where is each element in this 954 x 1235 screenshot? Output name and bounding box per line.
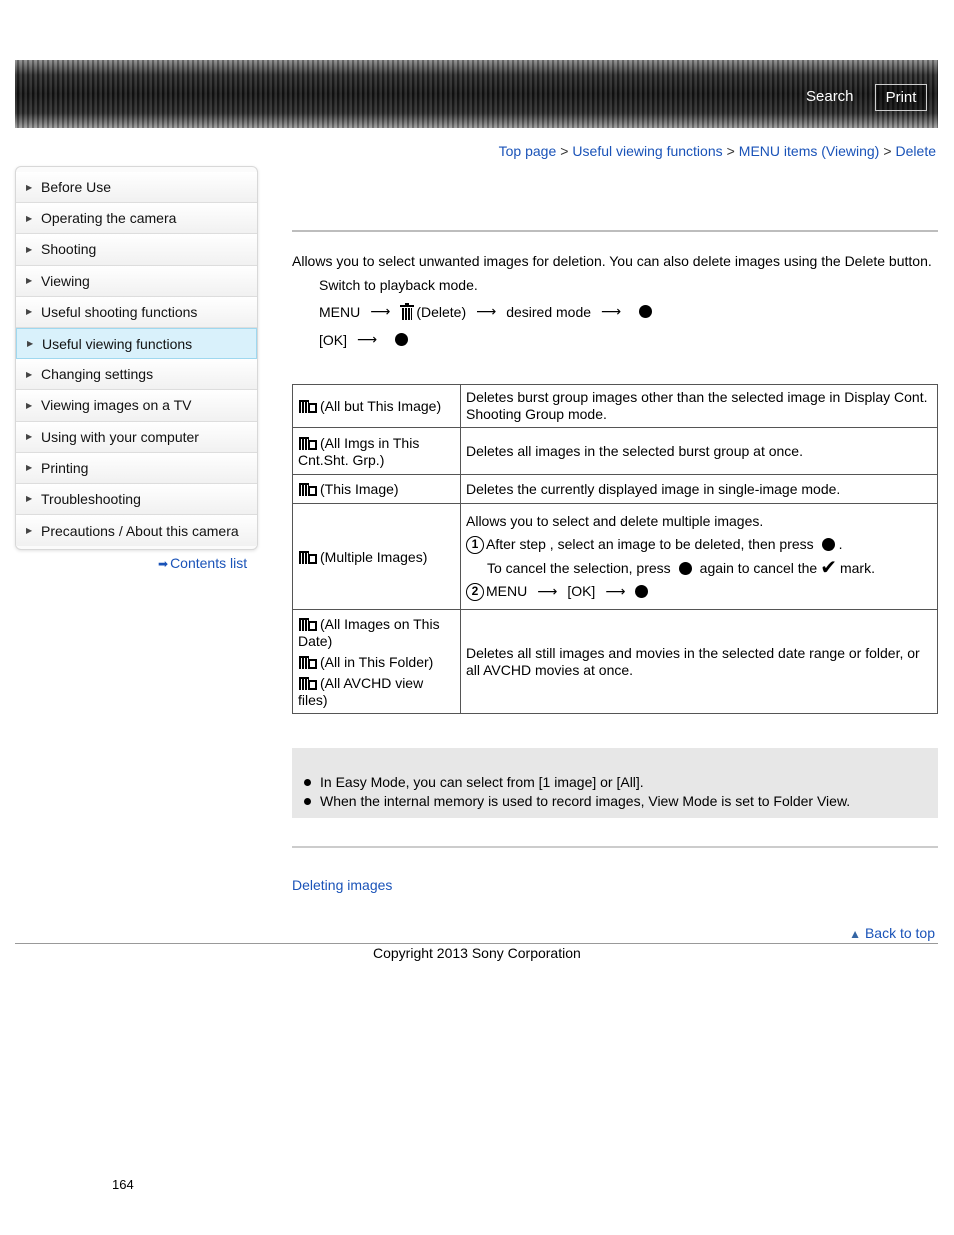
substep-1-text: After step , select an image to be deleted, then press bbox=[486, 536, 814, 552]
back-to-top-link[interactable] bbox=[849, 925, 935, 941]
breadcrumb-useful-viewing[interactable]: Useful viewing functions bbox=[572, 143, 723, 159]
delete-avchd-icon bbox=[298, 674, 318, 691]
center-button-icon bbox=[395, 333, 408, 346]
sidebar-item-precautions[interactable] bbox=[16, 515, 257, 546]
description-cell: Deletes all images in the selected burst group at once. bbox=[461, 428, 938, 475]
triangle-right-icon: ▶ bbox=[26, 432, 33, 442]
mode-label: (All in This Folder) bbox=[320, 653, 434, 670]
mode-cell bbox=[293, 504, 461, 610]
sidebar-item-label: Using with your computer bbox=[41, 428, 199, 445]
breadcrumb-separator: > bbox=[560, 143, 569, 159]
description-cell: Deletes the currently displayed image in single-image mode. bbox=[461, 475, 938, 504]
delete-multiple-icon bbox=[298, 548, 318, 565]
delete-burst-group-icon bbox=[298, 434, 318, 451]
center-button-icon bbox=[679, 562, 692, 575]
contents-list-link[interactable] bbox=[158, 555, 247, 571]
number-circle-icon: 2 bbox=[466, 583, 484, 601]
mode-label: (All Images on This Date) bbox=[298, 615, 440, 649]
sidebar-item-label: Precautions / About this camera bbox=[41, 522, 239, 539]
arrow-right-icon: ⟶ bbox=[476, 303, 497, 319]
mode-label: (Multiple Images) bbox=[320, 548, 428, 565]
cancel-text-b: again to cancel the bbox=[699, 559, 818, 576]
multiple-substep-1b bbox=[487, 556, 932, 579]
multiple-desc: Allows you to select and delete multiple images. bbox=[466, 512, 764, 529]
arrow-right-icon: ⟶ bbox=[357, 331, 378, 347]
sidebar-item-label: Shooting bbox=[41, 241, 97, 258]
related-topic bbox=[292, 877, 392, 893]
description-cell bbox=[461, 504, 938, 610]
mode-label: (This Image) bbox=[320, 481, 399, 497]
sidebar-item-label: Viewing bbox=[41, 272, 90, 289]
center-button-icon bbox=[635, 585, 648, 598]
arrow-right-icon: ⟶ bbox=[537, 583, 558, 599]
sidebar-item-operating[interactable] bbox=[16, 203, 257, 234]
list-item bbox=[304, 792, 938, 811]
sidebar-item-before-use[interactable] bbox=[16, 172, 257, 203]
back-to-top-label[interactable]: Back to top bbox=[864, 925, 935, 941]
triangle-right-icon: ▶ bbox=[26, 494, 33, 504]
list-item bbox=[304, 773, 938, 792]
delete-this-image-icon bbox=[298, 480, 318, 497]
step-3 bbox=[319, 331, 408, 348]
menu-label: MENU bbox=[319, 303, 361, 320]
table-row bbox=[293, 428, 938, 475]
table-row bbox=[293, 385, 938, 428]
sidebar-item-troubleshooting[interactable] bbox=[16, 484, 257, 515]
substep-1-end: . bbox=[838, 536, 843, 552]
triangle-right-icon: ▶ bbox=[26, 400, 33, 410]
triangle-right-icon: ▶ bbox=[26, 182, 33, 192]
triangle-right-icon: ▶ bbox=[26, 463, 33, 473]
sidebar-item-printing[interactable] bbox=[16, 453, 257, 484]
mode-cell bbox=[293, 385, 461, 428]
triangle-right-icon: ▶ bbox=[26, 369, 33, 379]
sidebar-item-viewing-tv[interactable] bbox=[16, 390, 257, 421]
triangle-right-icon: ▶ bbox=[26, 526, 33, 536]
center-button-icon bbox=[639, 305, 652, 318]
number-circle-icon: 1 bbox=[466, 536, 484, 554]
sidebar-item-label: Printing bbox=[41, 459, 89, 476]
delete-modes-table bbox=[292, 384, 938, 714]
sidebar-item-label: Useful viewing functions bbox=[42, 335, 193, 352]
bullet-icon bbox=[304, 798, 311, 805]
multiple-substep-1 bbox=[466, 536, 932, 554]
related-divider bbox=[292, 846, 938, 848]
menu-label: MENU bbox=[486, 583, 528, 599]
delete-label: (Delete) bbox=[416, 303, 467, 320]
delete-all-but-this-icon bbox=[298, 397, 318, 414]
copyright: Copyright 2013 Sony Corporation bbox=[373, 945, 581, 961]
arrow-right-icon: ➡ bbox=[158, 557, 169, 571]
bullet-icon bbox=[304, 779, 311, 786]
mode-label: (All Imgs in This Cnt.Sht. Grp.) bbox=[298, 434, 420, 468]
sidebar-item-viewing[interactable] bbox=[16, 266, 257, 297]
breadcrumb bbox=[499, 143, 936, 159]
center-button-icon bbox=[822, 538, 835, 551]
trash-icon bbox=[400, 304, 414, 320]
arrow-right-icon: ⟶ bbox=[605, 583, 626, 599]
mode-cell bbox=[293, 610, 461, 714]
breadcrumb-menu-items[interactable]: MENU items (Viewing) bbox=[738, 143, 880, 159]
table-row bbox=[293, 475, 938, 504]
print-button[interactable]: Print bbox=[875, 84, 927, 111]
triangle-right-icon: ▶ bbox=[26, 244, 33, 254]
title-divider bbox=[292, 230, 938, 232]
ok-label: [OK] bbox=[567, 583, 596, 599]
delete-folder-icon bbox=[298, 653, 318, 670]
note-text: When the internal memory is used to record images, View Mode is set to Folder View. bbox=[320, 793, 851, 809]
description-cell: Deletes burst group images other than the selected image in Display Cont. Shooting Group mode. bbox=[461, 385, 938, 428]
breadcrumb-separator: > bbox=[883, 143, 892, 159]
page-number: 164 bbox=[112, 1177, 134, 1192]
sidebar-item-computer[interactable] bbox=[16, 422, 257, 453]
ok-label: [OK] bbox=[319, 331, 348, 348]
triangle-right-icon: ▶ bbox=[26, 213, 33, 223]
step-2 bbox=[319, 303, 652, 320]
delete-by-date-icon bbox=[298, 615, 318, 632]
desired-mode-label: desired mode bbox=[506, 303, 592, 320]
sidebar-item-changing-settings[interactable] bbox=[16, 359, 257, 390]
table-row bbox=[293, 610, 938, 714]
mode-label: (All but This Image) bbox=[320, 398, 442, 414]
sidebar-item-label: Viewing images on a TV bbox=[41, 397, 192, 414]
arrow-right-icon: ⟶ bbox=[601, 303, 622, 319]
breadcrumb-delete[interactable]: Delete bbox=[895, 143, 936, 159]
cancel-text-a: To cancel the selection, press bbox=[487, 559, 671, 576]
sidebar-nav bbox=[15, 166, 258, 550]
notes-box bbox=[292, 748, 938, 818]
contents-list-label[interactable]: Contents list bbox=[170, 555, 248, 571]
mode-cell bbox=[293, 475, 461, 504]
checkmark-icon: ✔ bbox=[820, 556, 837, 579]
note-text: In Easy Mode, you can select from [1 image] or [All]. bbox=[320, 774, 644, 790]
related-link-deleting-images[interactable]: Deleting images bbox=[292, 877, 393, 893]
step-1: Switch to playback mode. bbox=[319, 277, 478, 293]
footer-divider bbox=[15, 943, 938, 944]
cancel-text-c: mark. bbox=[839, 559, 875, 576]
sidebar-item-label: Changing settings bbox=[41, 366, 154, 383]
search-link[interactable]: Search bbox=[806, 88, 854, 105]
sidebar-item-label: Operating the camera bbox=[41, 210, 177, 227]
sidebar-item-label: Useful shooting functions bbox=[41, 303, 198, 320]
arrow-right-icon: ⟶ bbox=[370, 303, 391, 319]
mode-cell bbox=[293, 428, 461, 475]
triangle-up-icon: ▲ bbox=[849, 927, 862, 941]
triangle-right-icon: ▶ bbox=[27, 339, 34, 349]
description-cell: Deletes all still images and movies in the selected date range or folder, or all AVCHD movies at once. bbox=[461, 610, 938, 714]
multiple-substep-2 bbox=[466, 583, 932, 601]
table-row bbox=[293, 504, 938, 610]
sidebar-item-label: Troubleshooting bbox=[41, 490, 141, 507]
sidebar-item-useful-viewing[interactable] bbox=[16, 328, 257, 359]
triangle-right-icon: ▶ bbox=[26, 307, 33, 317]
sidebar-item-label: Before Use bbox=[41, 179, 112, 196]
mode-label: (All AVCHD view files) bbox=[298, 674, 424, 708]
sidebar-item-shooting[interactable] bbox=[16, 234, 257, 265]
sidebar-item-useful-shooting[interactable] bbox=[16, 297, 257, 328]
header-bar bbox=[15, 60, 938, 128]
breadcrumb-separator: > bbox=[726, 143, 735, 159]
breadcrumb-top-page[interactable]: Top page bbox=[498, 143, 557, 159]
triangle-right-icon: ▶ bbox=[26, 276, 33, 286]
intro-text: Allows you to select unwanted images for deletion. You can also delete images using the Delete button. bbox=[292, 253, 932, 269]
